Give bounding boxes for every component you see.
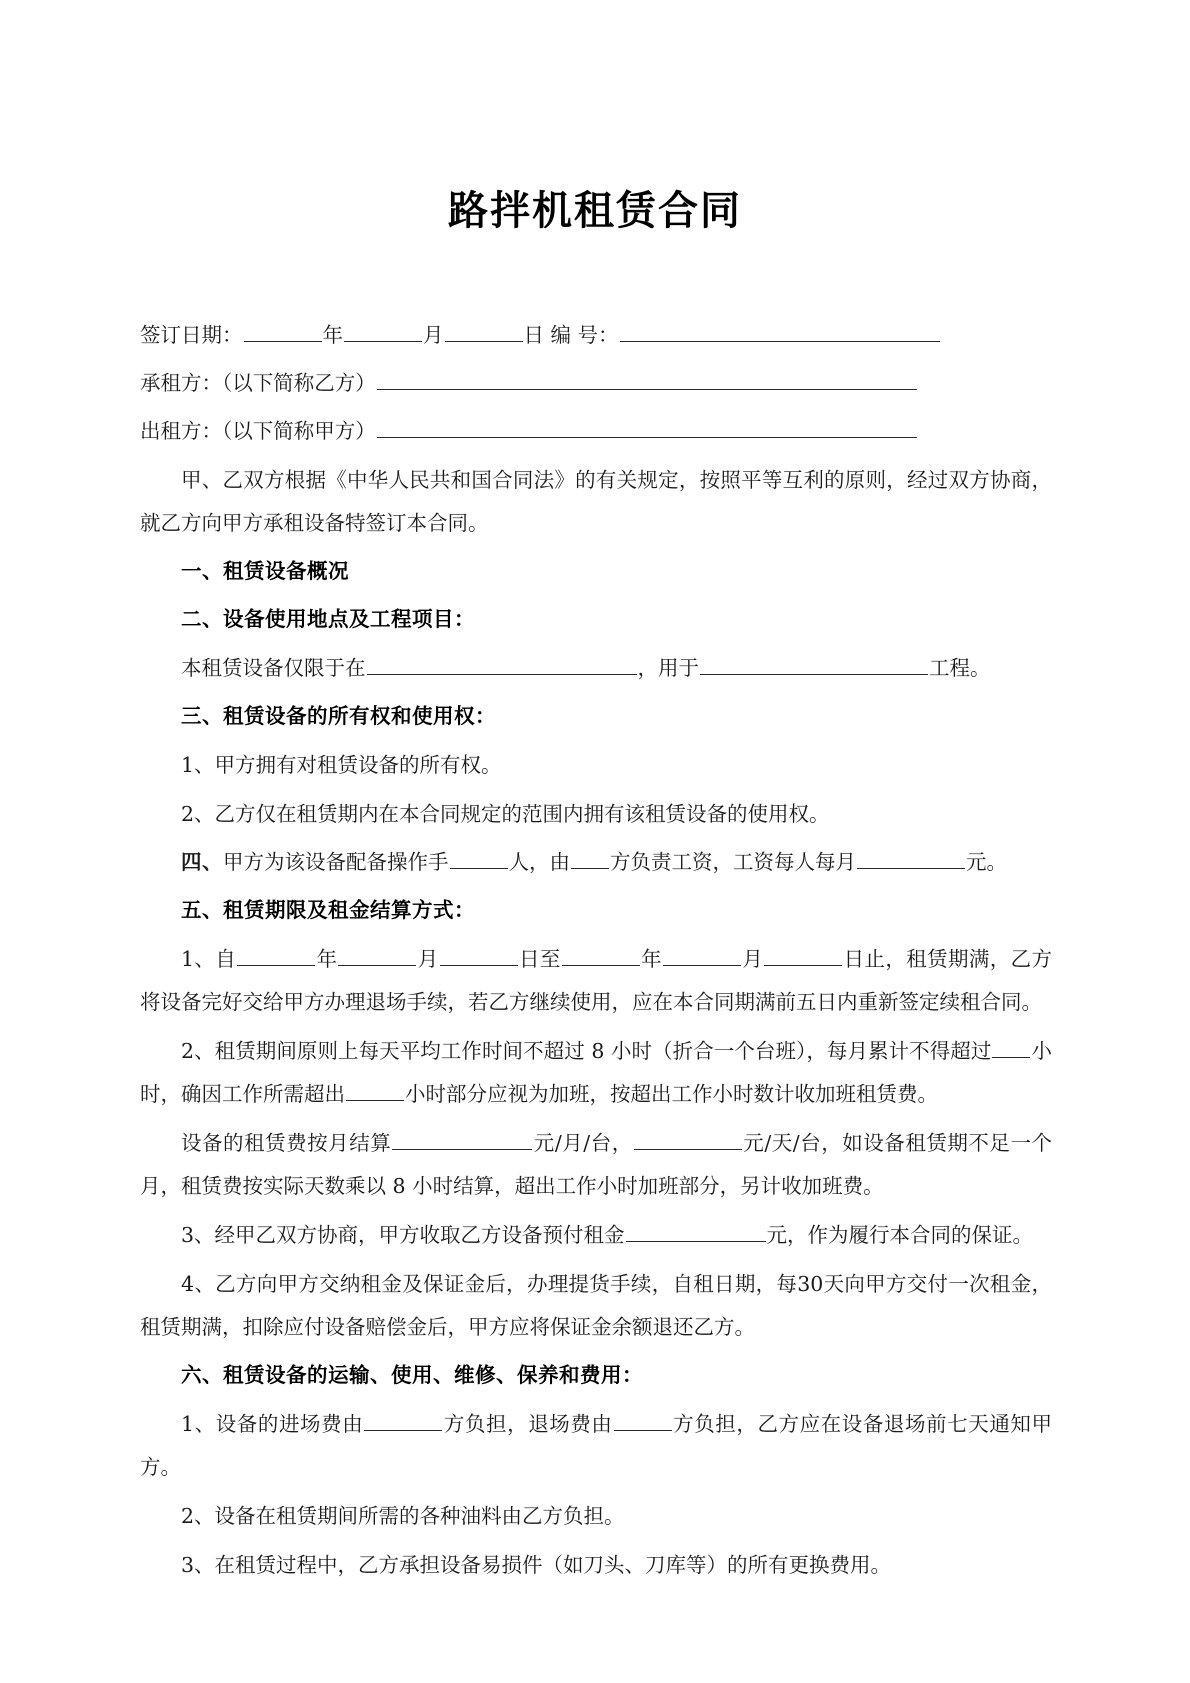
s6i1-text-c: 方负担，乙方应在设备退场前七天通知甲方。 [140,1412,1053,1479]
sign-year-blank[interactable] [244,321,322,343]
section-5-item-1 [140,938,1052,1024]
lessee-label: 承租方：（以下简称乙方） [140,371,376,395]
section-5-fee-line [140,1122,1052,1208]
s5i2-text-a: 2、租赁期间原则上每天平均工作时间不超过 8 小时（折合一个台班），每月累计不得超过 [181,1039,992,1063]
start-day-blank[interactable] [440,945,518,967]
s5i1-text-c: 月 [417,947,439,971]
s5i1-text-e: 年 [640,947,663,971]
operator-count-blank[interactable] [450,848,508,870]
monthly-rate-blank[interactable] [392,1129,532,1151]
s6i1-text-b: 方负担，退场费由 [443,1412,613,1436]
section-5-item-4: 4、乙方向甲方交纳租金及保证金后，办理提货手续，自租日期，每30天向甲方交付一次租金，租赁期满，扣除应付设备赔偿金后，甲方应将保证金余额退还乙方。 [140,1272,1052,1339]
overtime-threshold-blank[interactable] [346,1080,404,1102]
s5fee-text-a: 设备的租赁费按月结算 [181,1131,392,1155]
section-6-item-1 [140,1403,1052,1489]
section-3-heading: 三、租赁设备的所有权和使用权： [181,704,496,728]
section-2-line [140,647,1052,690]
lessee-row [140,363,1052,403]
usage-location-blank[interactable] [367,654,637,676]
year-unit: 年 [322,323,343,347]
section-5-item-2 [140,1030,1052,1116]
lessee-blank[interactable] [377,369,917,391]
end-month-blank[interactable] [663,945,741,967]
s2-text-b: ，用于 [637,656,699,680]
entry-fee-party-blank[interactable] [364,1410,442,1432]
section-3-item-1: 1、甲方拥有对租赁设备的所有权。 [181,753,502,777]
s2-text-c: 工程。 [929,656,991,680]
s6i1-text-a: 1、设备的进场费由 [181,1412,364,1436]
section-5-item-3 [140,1214,1052,1257]
s5i1-text-d: 日至 [518,947,561,971]
s5i2-text-b: 小时，确因工作所需超出 [140,1039,1052,1106]
section-4-line [140,842,1052,882]
s5i3-text-b: 元，作为履行本合同的保证。 [766,1223,1034,1247]
preamble-paragraph: 甲、乙双方根据《中华人民共和国合同法》的有关规定，按照平等互利的原则，经过双方协商，就乙方向甲方承租设备特签订本合同。 [140,468,1052,535]
s4-text-a: 甲方为该设备配备操作手 [223,850,449,874]
s5i1-text-f: 月 [742,947,764,971]
section-6-item-3: 3、在租赁过程中，乙方承担设备易损件（如刀头、刀库等）的所有更换费用。 [181,1553,892,1577]
start-year-blank[interactable] [237,945,315,967]
sign-date-label: 签订日期： [140,323,243,347]
sign-month-blank[interactable] [344,321,422,343]
day-unit: 日 [523,323,544,347]
monthly-hours-cap-blank[interactable] [992,1037,1030,1059]
exit-fee-party-blank[interactable] [614,1410,672,1432]
s2-text-a: 本租赁设备仅限于在 [181,656,366,680]
s5i1-text-a: 1、自 [181,947,237,971]
section-1-heading: 一、租赁设备概况 [181,559,349,583]
monthly-wage-blank[interactable] [857,848,965,870]
daily-rate-blank[interactable] [634,1129,742,1151]
month-unit: 月 [423,323,444,347]
sign-date-row [140,315,1052,355]
section-3-item-2: 2、乙方仅在租赁期内在本合同规定的范围内拥有该租赁设备的使用权。 [181,802,830,826]
contract-number-blank[interactable] [620,321,940,343]
s4-text-c: 方负责工资，工资每人每月 [610,850,856,874]
end-day-blank[interactable] [764,945,842,967]
lessor-blank[interactable] [377,417,917,439]
s5fee-text-b: 元/月/台， [533,1131,633,1155]
wage-party-blank[interactable] [571,848,609,870]
section-6-heading: 六、租赁设备的运输、使用、维修、保养和费用： [181,1363,643,1387]
section-2-heading: 二、设备使用地点及工程项目： [181,607,475,631]
s5i1-text-b: 年 [316,947,338,971]
lessor-row [140,411,1052,451]
s5i3-text-a: 3、经甲乙双方协商，甲方收取乙方设备预付租金 [181,1223,625,1247]
sign-day-blank[interactable] [445,321,523,343]
page-title: 路拌机租赁合同 [448,187,742,234]
section-6-item-2: 2、设备在租赁期间所需的各种油料由乙方负担。 [181,1504,625,1528]
s4-text-d: 元。 [966,850,1007,874]
end-year-blank[interactable] [562,945,640,967]
contract-number-label: 编 号： [550,323,619,347]
document-body [0,315,1190,1587]
project-name-blank[interactable] [700,654,928,676]
s5i1-text-g: 日止，租赁期满，乙方将设备完好交给甲方办理退场手续，若乙方继续使用，应在本合同期满前五日内重新签定续租合同。 [140,947,1053,1014]
start-month-blank[interactable] [338,945,416,967]
s4-text-b: 人，由 [508,850,570,874]
lessor-label: 出租方：（以下简称甲方） [140,419,376,443]
section-4-number: 四、 [181,850,223,874]
s5fee-text-c: 元/天/台，如设备租赁期不足一个月，租赁费按实际天数乘以 8 小时结算，超出工作小时加班部分，另计收加班费。 [140,1131,1052,1198]
section-5-heading: 五、租赁期限及租金结算方式： [181,898,475,922]
prepaid-rent-blank[interactable] [626,1221,766,1243]
s5i2-text-c: 小时部分应视为加班，按超出工作小时数计收加班租赁费。 [405,1082,938,1106]
